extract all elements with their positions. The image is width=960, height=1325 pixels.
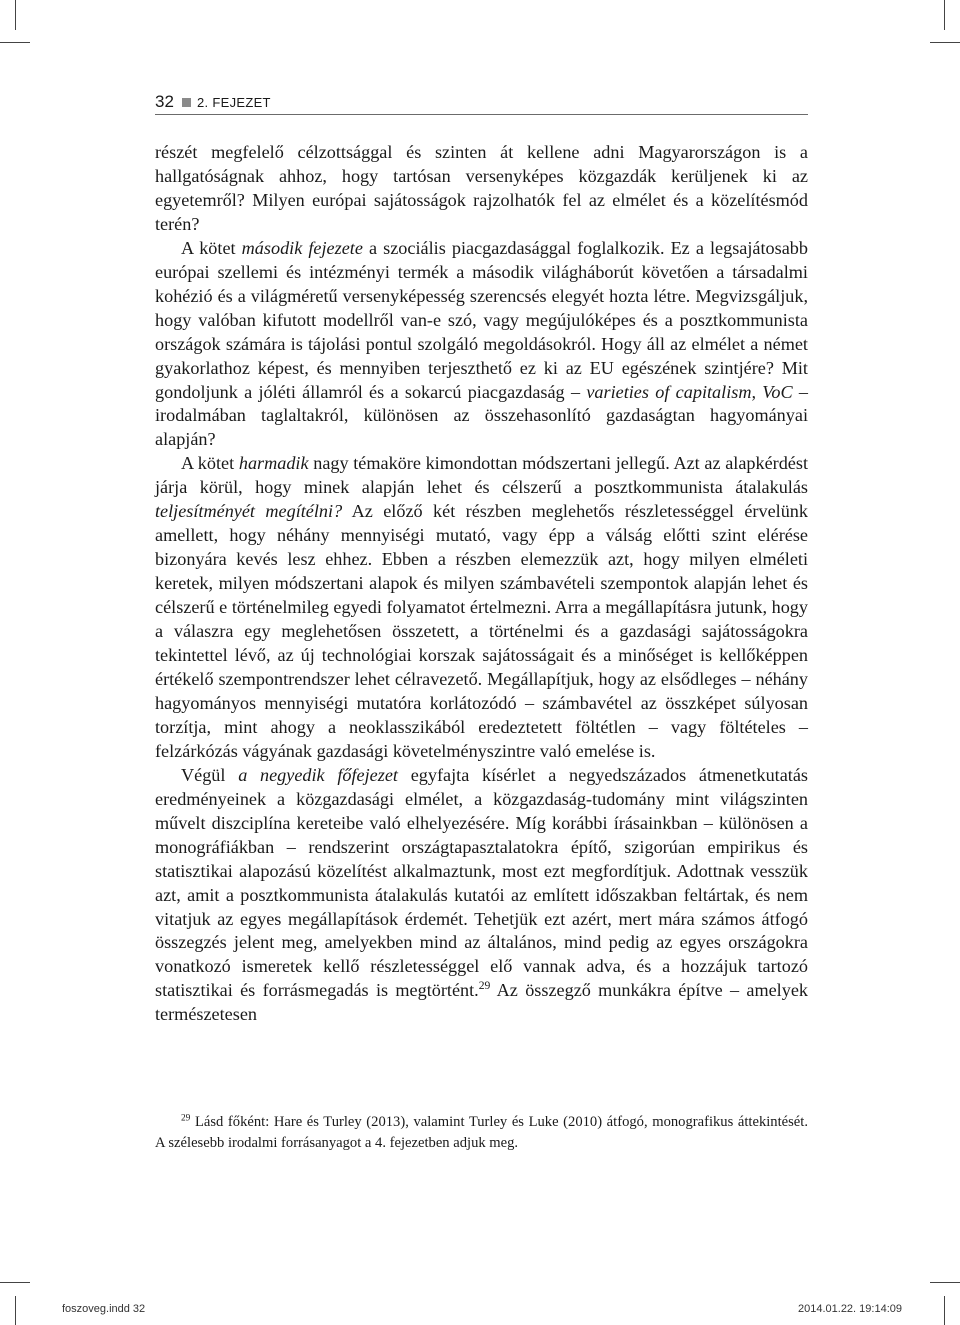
- slug-filename: foszoveg.indd 32: [62, 1303, 146, 1315]
- crop-mark: [930, 42, 960, 43]
- footnote-reference: 29: [478, 979, 491, 993]
- slug-timestamp: 2014.01.22. 19:14:09: [798, 1303, 902, 1315]
- text-run: Végül: [181, 764, 239, 785]
- italic-text: varieties of capitalism, VoC: [586, 381, 793, 402]
- crop-mark: [15, 1296, 16, 1325]
- italic-text: teljesítményét megítélni?: [155, 501, 343, 522]
- text-run: a szociális piacgazdasággal foglalkozik. Ez a legsajátosabb európai szellemi és intézményi termék a második világháborút követően a társadalmi kohézió és a világméretű versenyképesség szerencsés elegyét hozta létre. Megvizsgáljuk, hogy valóban kifutott modellről van-e szó, vagy megújulóképes és a posztkommunista országok számára is tájolási pontul szolgáló megoldásokról. Hogy áll az elmélet a német gyakorlathoz képest, és mennyiben terjeszthető ez ki az EU egészének szintjére? Mit gondoljunk a jóléti államról és a sokarcú piacgazdaság –: [155, 237, 808, 402]
- text-run: nagy témaköre kimondottan módszertani jellegű. Azt az alapkérdést járja körül, hogy minek alapján lehet és célszerű a posztkommunista átalakulás: [155, 453, 809, 498]
- crop-mark: [930, 1282, 960, 1283]
- paragraph: [155, 141, 808, 237]
- text-run: A kötet: [181, 453, 239, 474]
- italic-text: a negyedik főfejezet: [238, 764, 398, 785]
- crop-mark: [0, 42, 30, 43]
- footnote-text: Lásd főként: Hare és Turley (2013), valamint Turley és Luke (2010) átfogó, monografikus áttekintését. A szélesebb irodalmi forrásanyagot a 4. fejezetben adjuk meg.: [155, 1114, 808, 1151]
- paragraph: [155, 764, 808, 1027]
- text-run: – irodalmában taglaltakról, különösen az összehasonlító gazdaságtan hagyományai alapján?: [155, 381, 808, 450]
- text-run: Az összegző munkákra építve – amelyek természetesen: [155, 980, 808, 1025]
- text-run: egyfajta kísérlet a negyedszázados átmenetkutatás eredményeinek a közgazdasági elmélet, a közgazdaság-tudomány mint világszinten művelt diszciplína kereteibe való elhelyezésére. Míg korábbi írásainkban – különösen a monográfiákban – rendszerint országtapasztalatokra építő, szigorúan empirikus és statisztikai alapozású közelítést alkalmaztunk, most ezt megfordítjuk. Adottnak vesszük azt, amit a posztkommunista átalakulás kutatói az említett időszakban feltártak, és nem vitatjuk az egyes megállapítások érdemét. Tehetjük ezt azért, mert mára számos átfogó összegzés jelent meg, amelyekben mind az általános, mind pedig az egyes országokra vonatkozó ismeretek kellő részletességgel elő vannak adva, és a hozzájuk tartozó statisztikai és forrásmegadás is megtörtént.: [155, 764, 809, 1001]
- footnote: [155, 1112, 808, 1154]
- crop-mark: [0, 1282, 30, 1283]
- crop-mark: [944, 1296, 945, 1325]
- footnote-number: 29: [181, 1113, 191, 1124]
- text-run: A kötet: [181, 237, 242, 258]
- chapter-label: 2. FEJEZET: [197, 95, 271, 110]
- body-text: [155, 141, 808, 1027]
- paragraph: [155, 237, 808, 453]
- text-run: Az előző két részben meglehetős részletességgel érvelünk amellett, hogy néhány mennyiségi mutató, vagy épp a válság előtti szint elérése bizonyára kevés lesz ehhez. Ebben a részben elemezzük azt, hogy milyen elméleti keretek, milyen módszertani alapok és milyen számbavételi szempontok alapján lehet és célszerű e történelmileg egyedi folyamatot értelmezni. Arra a megállapításra jutunk, hogy a válaszra egy meglehetősen összetett, a történelmi és a gazdasági sajátosságokra tekintettel lévő, az új technológiai korszak sajátosságait és a minőséget is kellőképpen értékelő szempontrendszer lehet célravezető. Megállapítjuk, hogy az elsődleges – néhány hagyományos mennyiségi mutatóra korlátozódó – számbavétel az összképet súlyosan torzítja, mint ahogy a neoklasszikából eredeztetett föltétlen – vagy föltételes – felzárkózás vágyának gazdasági követelményszintre való emelése is.: [155, 501, 808, 761]
- square-bullet-icon: [182, 98, 191, 107]
- crop-mark: [15, 0, 16, 30]
- page-number: 32: [155, 92, 174, 111]
- italic-text: második fejezete: [241, 237, 363, 258]
- running-header: [155, 92, 808, 115]
- footnote-paragraph: [155, 1112, 808, 1154]
- text-run: részét megfelelő célzottsággal és szinten át kellene adni Magyarországon is a hallgatóságnak ahhoz, hogy tartósan versenyképes közgazdák kerüljenek ki az egyetemről? Milyen európai sajátosságok rajzolhatók fel az elmélet és a közelítésmód terén?: [155, 142, 808, 234]
- crop-mark: [944, 0, 945, 30]
- italic-text: harmadik: [238, 453, 309, 474]
- paragraph: [155, 452, 808, 763]
